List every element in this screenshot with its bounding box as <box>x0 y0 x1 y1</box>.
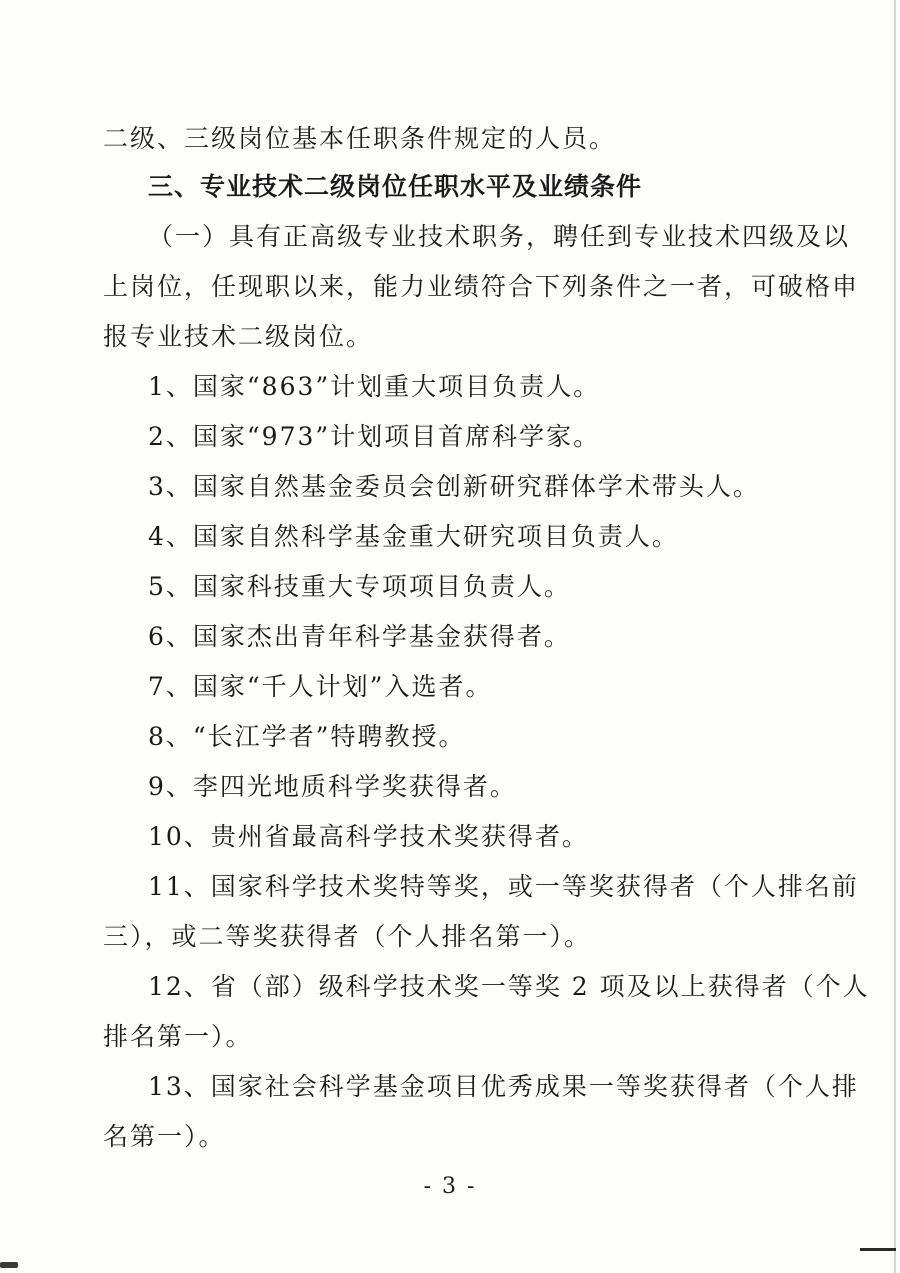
list-item: 3、国家自然基金委员会创新研究群体学术带头人。 <box>148 472 760 501</box>
scan-mark <box>0 1262 18 1268</box>
list-item: 1、国家“863”计划重大项目负责人。 <box>148 372 601 401</box>
list-item-continuation: 排名第一）。 <box>103 1022 253 1051</box>
list-item: 9、李四光地质科学奖获得者。 <box>148 772 517 801</box>
list-item: 7、国家“千人计划”入选者。 <box>148 672 493 701</box>
paragraph-line: 上岗位，任现职以来，能力业绩符合下列条件之一者，可破格申 <box>103 272 860 301</box>
list-item-continuation: 名第一）。 <box>103 1122 226 1151</box>
list-item: 10、贵州省最高科学技术奖获得者。 <box>148 822 589 851</box>
scan-edge <box>894 0 896 1273</box>
text-line-continuation: 二级、三级岗位基本任职条件规定的人员。 <box>103 124 617 153</box>
list-item: 6、国家杰出青年科学基金获得者。 <box>148 622 571 651</box>
list-item: 11、国家科学技术奖特等奖，或一等奖获得者（个人排名前 <box>148 872 859 901</box>
list-item: 8、“长江学者”特聘教授。 <box>148 722 466 751</box>
section-heading: 三、专业技术二级岗位任职水平及业绩条件 <box>148 172 643 201</box>
list-item: 4、国家自然科学基金重大研究项目负责人。 <box>148 522 679 551</box>
page-number: - 3 - <box>423 1174 477 1199</box>
list-item: 5、国家科技重大专项项目负责人。 <box>148 572 571 601</box>
list-item: 13、国家社会科学基金项目优秀成果一等奖获得者（个人排 <box>148 1072 859 1101</box>
paragraph-line: 报专业技术二级岗位。 <box>103 322 374 351</box>
list-item-continuation: 三），或二等奖获得者（个人排名第一）。 <box>103 922 592 951</box>
paragraph-line: （一）具有正高级专业技术职务，聘任到专业技术四级及以 <box>148 222 851 251</box>
scan-mark <box>860 1248 896 1251</box>
list-item: 12、省（部）级科学技术奖一等奖 2 项及以上获得者（个人 <box>148 972 870 1001</box>
list-item: 2、国家“973”计划项目首席科学家。 <box>148 422 601 451</box>
